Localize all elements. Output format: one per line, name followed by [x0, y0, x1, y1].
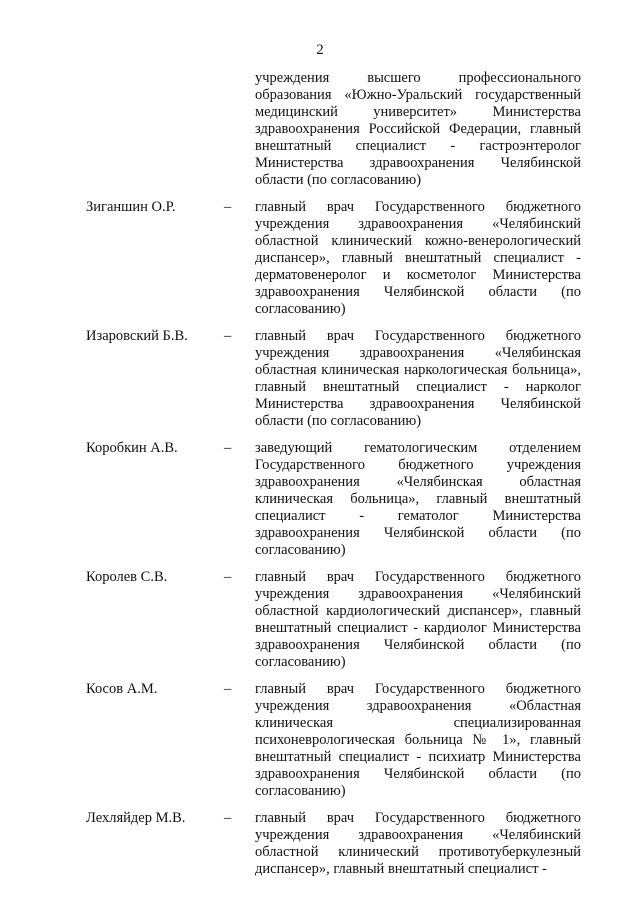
- member-name: Зиганшин О.Р.: [86, 199, 176, 215]
- member-name: Королев С.В.: [86, 569, 168, 585]
- member-description: главный врач Государственного бюджетного учреждения здравоохранения «Челябинская областная клиническая наркологическая больница», главный внештатный специалист - нарколог Министерства здравоохранения Челябинской области (по согласованию): [255, 328, 581, 429]
- list-item: [0, 681, 640, 800]
- member-description: главный врач Государственного бюджетного учреждения здравоохранения «Челябинский областной кардиологический диспансер», главный внештатный специалист - кардиолог Министерства здравоохранения Челябинской области (по согласованию): [255, 569, 581, 670]
- list-item: [0, 199, 640, 318]
- separator-dash: –: [224, 569, 232, 585]
- separator-dash: –: [224, 328, 232, 344]
- member-description: главный врач Государственного бюджетного учреждения здравоохранения «Областная клиническая специализированная психоневрологическая больница № 1», главный внештатный специалист - психиатр Министерства здравоохранения Челябинской области (по согласованию): [255, 681, 581, 799]
- list-item: [0, 328, 640, 430]
- member-description: главный врач Государственного бюджетного учреждения здравоохранения «Челябинский областной клинический кожно-венерологический диспансер», главный внештатный специалист - дерматовенеролог и косметолог Министерства здравоохранения Челябинской области (по согласованию): [255, 199, 581, 317]
- member-list: [0, 70, 640, 878]
- member-name: Косов А.М.: [86, 681, 158, 697]
- member-name: Изаровский Б.В.: [86, 328, 188, 344]
- member-description: главный врач Государственного бюджетного учреждения здравоохранения «Челябинский областной клинический противотуберкулезный диспансер», главный внештатный специалист -: [255, 810, 581, 877]
- list-item: [0, 569, 640, 671]
- member-description: заведующий гематологическим отделением Государственного бюджетного учреждения здравоохранения «Челябинская областная клиническая больница», главный внештатный специалист - гематолог Министерства здравоохранения Челябинской области (по согласованию): [255, 440, 581, 558]
- separator-dash: –: [224, 199, 232, 215]
- member-name: Коробкин А.В.: [86, 440, 178, 456]
- list-item: [0, 810, 640, 878]
- list-item: [0, 70, 640, 189]
- member-description: учреждения высшего профессионального образования «Южно-Уральский государственный медицинский университет» Министерства здравоохранения Российской Федерации, главный внештатный специалист - гастроэнтеролог Министерства здравоохранения Челябинской области (по согласованию): [255, 70, 581, 188]
- separator-dash: –: [224, 681, 232, 697]
- page-number: 2: [316, 42, 324, 58]
- separator-dash: –: [224, 810, 232, 826]
- list-item: [0, 440, 640, 559]
- member-name: Лехляйдер М.В.: [86, 810, 186, 826]
- separator-dash: –: [224, 440, 232, 456]
